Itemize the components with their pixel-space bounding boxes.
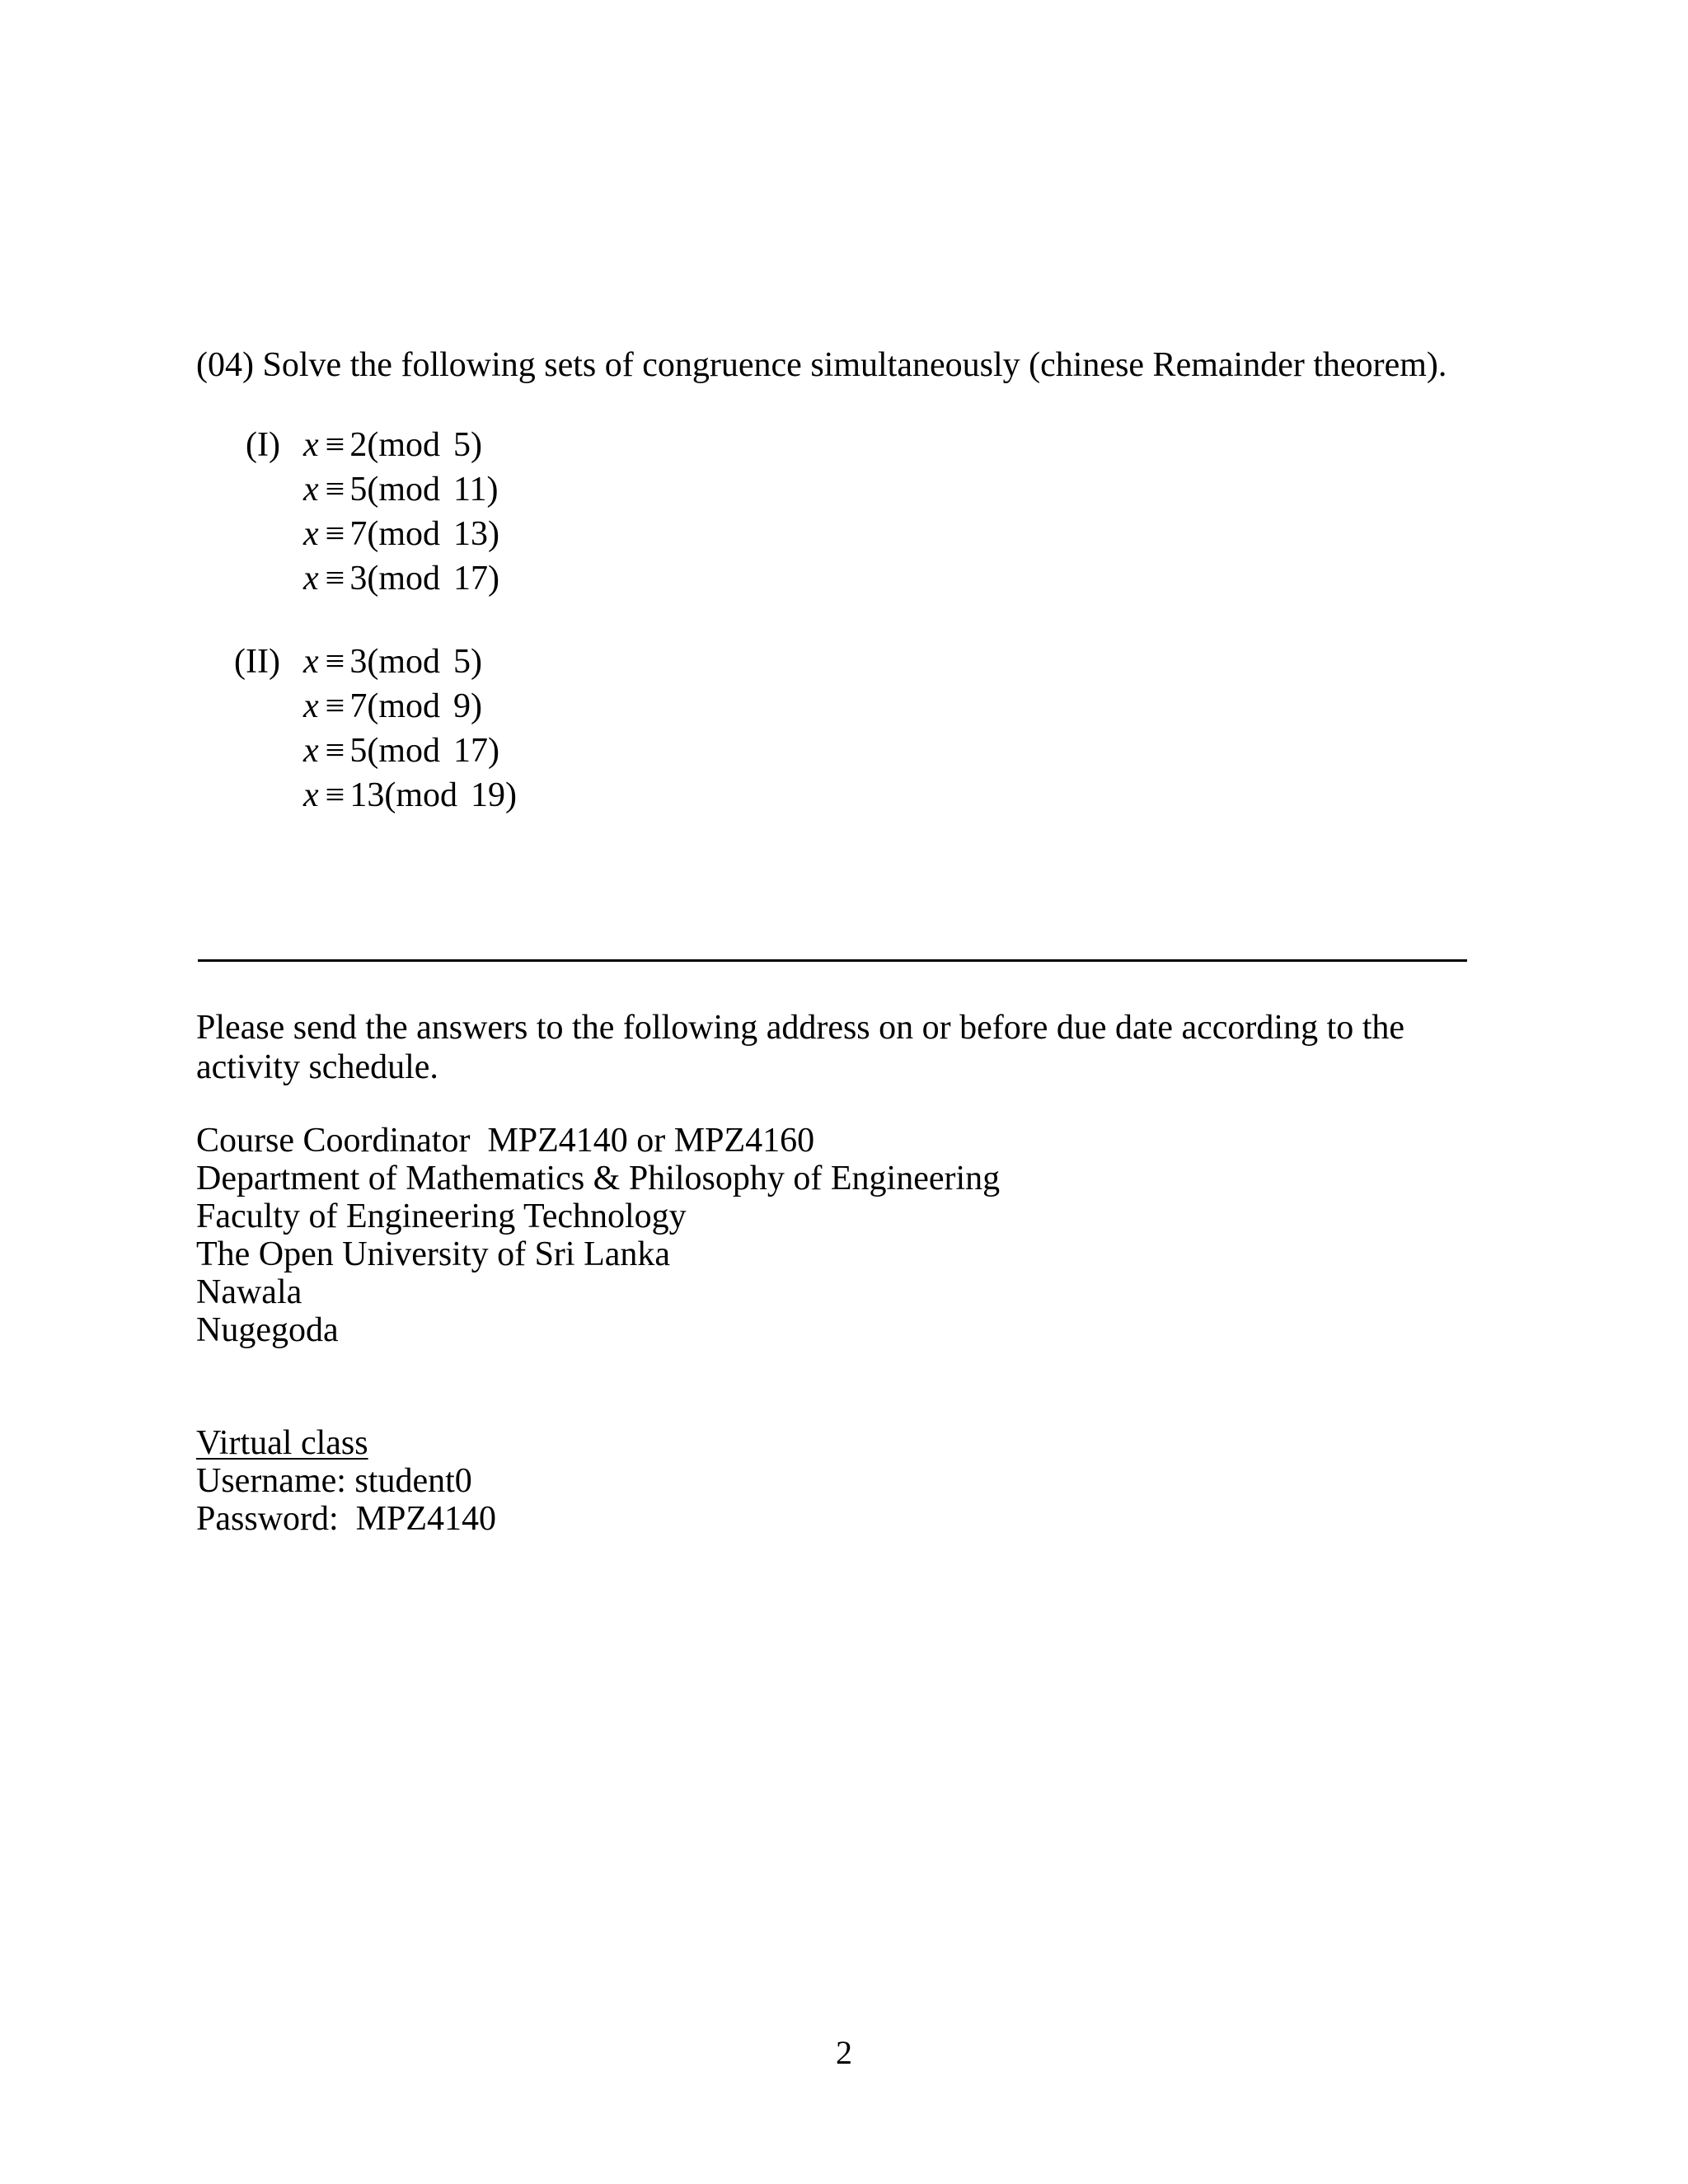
modulus: 9) — [453, 687, 482, 725]
mod-word: (mod — [367, 643, 440, 681]
residue: 7 — [349, 515, 368, 553]
congruence-equation — [303, 467, 498, 512]
variable: x — [303, 515, 319, 553]
set-label: (I) — [246, 426, 280, 464]
congruence-symbol: ≡ — [325, 776, 345, 814]
congruence-equation — [303, 640, 482, 684]
mod-word: (mod — [384, 776, 457, 814]
page-number: 2 — [836, 2034, 852, 2071]
congruence-symbol: ≡ — [325, 426, 345, 464]
residue: 3 — [349, 643, 368, 681]
residue: 5 — [349, 471, 368, 509]
mod-word: (mod — [367, 471, 440, 509]
congruence-equation — [303, 684, 482, 729]
congruence-set-1 — [198, 423, 692, 612]
congruence-equation — [303, 773, 517, 818]
variable: x — [303, 471, 319, 509]
address-line: Faculty of Engineering Technology — [196, 1197, 687, 1235]
residue: 7 — [349, 687, 368, 725]
modulus: 5) — [453, 643, 482, 681]
congruence-symbol: ≡ — [325, 687, 345, 725]
congruence-symbol: ≡ — [325, 515, 345, 553]
congruence-symbol: ≡ — [325, 732, 345, 770]
postal-address — [196, 1122, 1000, 1349]
congruence-equation — [303, 729, 499, 773]
congruence-equation — [303, 556, 499, 601]
modulus: 5) — [453, 426, 482, 464]
mod-word: (mod — [367, 515, 440, 553]
address-line: Department of Mathematics & Philosophy of Engineering — [196, 1160, 1001, 1197]
congruence-symbol: ≡ — [325, 471, 345, 509]
set-label: (II) — [234, 643, 280, 681]
congruence-set-2 — [198, 640, 692, 829]
modulus: 13) — [453, 515, 499, 553]
virtual-class-username: Username: student0 — [196, 1462, 472, 1500]
variable: x — [303, 732, 319, 770]
address-line: Nugegoda — [196, 1311, 339, 1349]
virtual-class-password: Password: MPZ4140 — [196, 1500, 497, 1538]
congruence-symbol: ≡ — [325, 560, 345, 598]
congruence-equation — [303, 512, 499, 556]
modulus: 11) — [453, 471, 499, 509]
variable: x — [303, 643, 319, 681]
residue: 5 — [349, 732, 368, 770]
variable: x — [303, 426, 319, 464]
address-line: Course Coordinator MPZ4140 or MPZ4160 — [196, 1122, 815, 1160]
modulus: 17) — [453, 560, 499, 598]
modulus: 17) — [453, 732, 499, 770]
question-heading: (04) Solve the following sets of congruence simultaneously (chinese Remainder theorem). — [196, 346, 1447, 384]
submission-instructions: Please send the answers to the following address on or before due date according to the activity schedule. — [196, 1009, 1405, 1086]
congruence-symbol: ≡ — [325, 643, 345, 681]
virtual-class-title: Virtual class — [196, 1424, 368, 1462]
virtual-class-info — [196, 1424, 496, 1538]
address-line: Nawala — [196, 1273, 302, 1311]
mod-word: (mod — [367, 732, 440, 770]
variable: x — [303, 776, 319, 814]
mod-word: (mod — [367, 687, 440, 725]
variable: x — [303, 560, 319, 598]
variable: x — [303, 687, 319, 725]
residue: 2 — [349, 426, 368, 464]
mod-word: (mod — [367, 560, 440, 598]
mod-word: (mod — [367, 426, 440, 464]
residue: 3 — [349, 560, 368, 598]
address-line: The Open University of Sri Lanka — [196, 1235, 671, 1273]
horizontal-divider — [198, 959, 1467, 962]
congruence-equation — [303, 423, 482, 467]
modulus: 19) — [471, 776, 517, 814]
residue: 13 — [349, 776, 385, 814]
